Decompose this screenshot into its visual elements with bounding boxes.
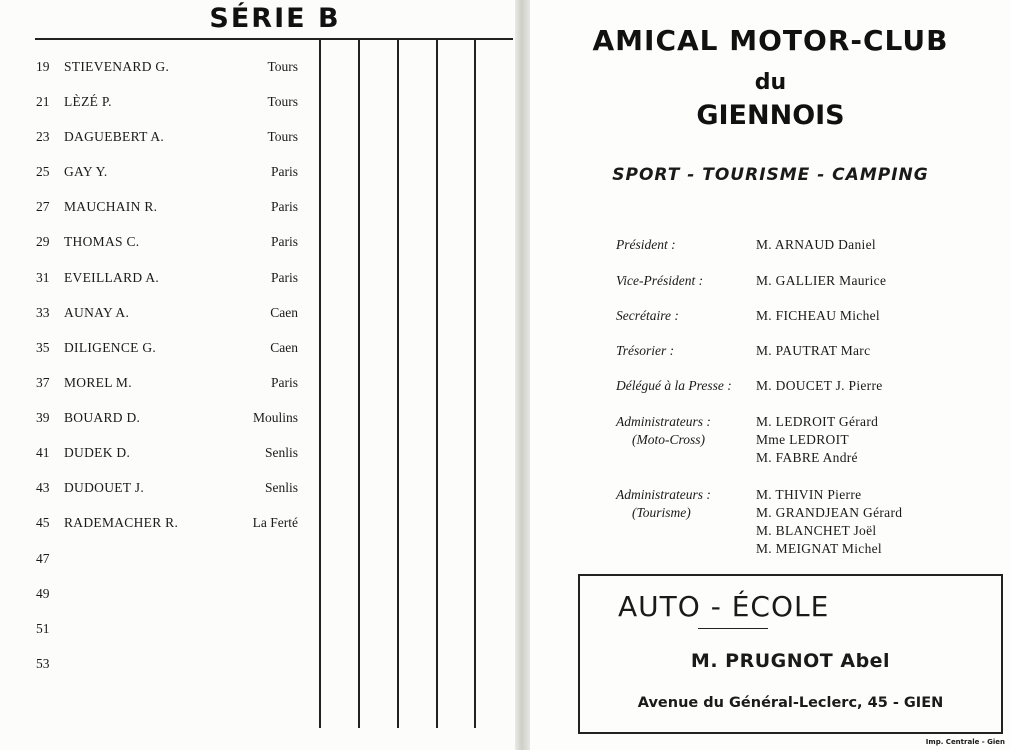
club-name-line3: GIENNOIS [696,100,845,131]
officer-name: M. THIVIN Pierre [756,487,862,502]
entry-city: Tours [267,94,298,109]
ad-owner-name: M. PRUGNOT Abel [690,650,891,672]
entry-name: DAGUEBERT A. [64,129,165,144]
officer-role: Délégué à la Presse : [616,378,732,393]
club-name-line1: AMICAL MOTOR-CLUB [592,24,949,57]
officer-name: Mme LEDROIT [756,432,849,447]
officer-name: M. FICHEAU Michel [756,308,880,323]
entry-number: 29 [36,234,50,249]
entry-row [0,302,320,324]
entry-city: Paris [271,199,298,214]
entry-number: 49 [36,586,50,601]
entry-number: 41 [36,445,50,460]
officer-name: M. MEIGNAT Michel [756,541,882,556]
entry-number: 39 [36,410,50,425]
entry-number: 51 [36,621,50,636]
entry-row [0,548,320,570]
series-title: SÉRIE B [209,3,341,34]
entry-name: DUDOUET J. [64,480,144,495]
entry-city: Tours [267,129,298,144]
officer-names [756,377,883,395]
entry-row [0,583,320,605]
officer-name: M. FABRE André [756,450,858,465]
officer-role-detail: (Moto-Cross) [632,432,705,447]
advertisement-box [578,574,1003,734]
entry-number: 31 [36,270,50,285]
printer-credit: Imp. Centrale - Gien [925,738,1005,746]
entry-city: Paris [271,270,298,285]
officer-role-detail: (Tourisme) [632,505,691,520]
entry-row [0,126,320,148]
officer-names [756,307,880,325]
officer-name: M. BLANCHET Joël [756,523,877,538]
column-divider [436,40,438,728]
entry-number: 47 [36,551,50,566]
officer-names [756,272,886,290]
ad-title-underline [698,628,768,629]
entry-number: 53 [36,656,50,671]
column-divider [397,40,399,728]
ad-title: AUTO - ÉCOLE [618,590,830,623]
entry-name: EVEILLARD A. [64,270,160,285]
entry-number: 19 [36,59,50,74]
column-divider [358,40,360,728]
entry-number: 23 [36,129,50,144]
officer-role: Trésorier : [616,343,675,358]
entry-number: 25 [36,164,50,179]
officer-name: M. GRANDJEAN Gérard [756,505,903,520]
officer-name: M. ARNAUD Daniel [756,237,876,252]
column-divider [474,40,476,728]
officer-name: M. GALLIER Maurice [756,273,887,288]
officer-role: Administrateurs : [616,414,711,429]
officer-role: Secrétaire : [616,308,679,323]
officer-names [756,236,876,254]
officer-name: M. PAUTRAT Marc [756,343,871,358]
entry-row [0,407,320,429]
entry-number: 37 [36,375,50,390]
entry-name: THOMAS C. [64,234,140,249]
entry-row [0,442,320,464]
entry-row [0,56,320,78]
entry-row [0,512,320,534]
entry-name: MAUCHAIN R. [64,199,158,214]
entry-row [0,653,320,675]
entry-row [0,91,320,113]
entry-name: STIEVENARD G. [64,59,170,74]
right-page [530,0,1011,750]
officer-name: M. LEDROIT Gérard [756,414,879,429]
club-name-line2: du [754,70,787,95]
entry-row [0,267,320,289]
entry-city: Senlis [264,480,298,495]
entry-row [0,231,320,253]
entry-name: LÈZÉ P. [64,94,112,109]
entry-row [0,477,320,499]
header-rule [35,38,513,40]
entry-number: 45 [36,515,50,530]
entry-city: La Ferté [252,515,298,530]
officer-role: Président : [616,237,676,252]
entry-city: Paris [271,375,298,390]
entry-number: 43 [36,480,50,495]
entry-name: AUNAY A. [64,305,130,320]
entry-name: BOUARD D. [64,410,141,425]
entry-city: Paris [271,234,298,249]
officer-role: Vice-Président : [616,273,704,288]
entry-name: RADEMACHER R. [64,515,179,530]
entry-name: MOREL M. [64,375,132,390]
entry-row [0,161,320,183]
entry-city: Paris [271,164,298,179]
entry-name: DUDEK D. [64,445,131,460]
officer-names [756,413,878,467]
entry-city: Caen [270,340,298,355]
entry-row [0,196,320,218]
entry-city: Caen [270,305,298,320]
officer-names [756,486,902,558]
entry-row [0,337,320,359]
club-slogan: SPORT - TOURISME - CAMPING [612,165,929,185]
entry-number: 33 [36,305,50,320]
entry-number: 35 [36,340,50,355]
officer-role: Administrateurs : [616,487,711,502]
officer-name: M. DOUCET J. Pierre [756,378,883,393]
entry-city: Moulins [252,410,298,425]
officer-names [756,342,870,360]
ad-address: Avenue du Général-Leclerc, 45 - GIEN [637,695,944,711]
entry-number: 21 [36,94,50,109]
entry-city: Tours [267,59,298,74]
entry-city: Senlis [264,445,298,460]
entry-row [0,372,320,394]
entry-name: GAY Y. [64,164,108,179]
page-gutter [515,0,530,750]
entry-number: 27 [36,199,50,214]
entry-row [0,618,320,640]
entry-name: DILIGENCE G. [64,340,157,355]
